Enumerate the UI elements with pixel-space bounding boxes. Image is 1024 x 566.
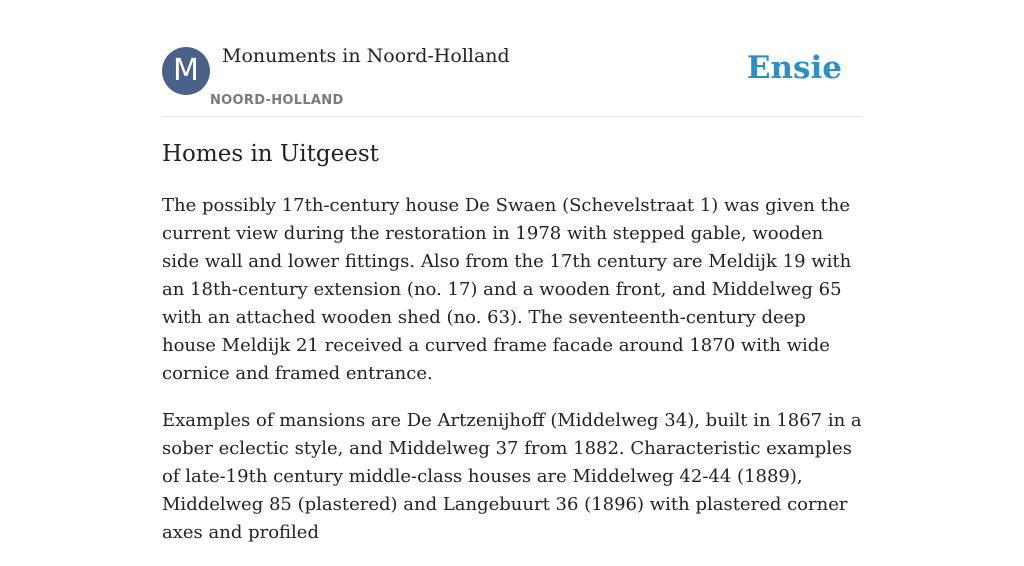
brand-logo[interactable]: Ensie	[746, 50, 842, 86]
category-tag[interactable]: NOORD-HOLLAND	[210, 93, 344, 108]
collection-title[interactable]: Monuments in Noord-Holland	[222, 45, 510, 67]
article-content	[162, 138, 862, 566]
article-paragraph: Examples of mansions are De Artzenijhoff (Middelweg 34), built in 1867 in a sober eclectic style, and Middelweg 37 from 1882. Characteristic examples of late-19th century middle-class houses are Middelweg 42-44 (1889), Middelweg 85 (plastered) and Langebuurt 36 (1896) with plastered corner axes and profiled	[162, 410, 862, 543]
header	[162, 0, 862, 117]
article-paragraph: The possibly 17th-century house De Swaen (Schevelstraat 1) was given the current view during the restoration in 1978 with stepped gable, wooden side wall and lower fittings. Also from the 17th century are Meldijk 19 with an 18th-century extension (no. 17) and a wooden front, and Middelweg 65 with an attached wooden shed (no. 63). The seventeenth-century deep house Meldijk 21 received a curved frame facade around 1870 with wide cornice and framed entrance.	[162, 195, 852, 384]
avatar[interactable]: M	[162, 47, 210, 95]
page-title: Homes in Uitgeest	[162, 141, 379, 167]
